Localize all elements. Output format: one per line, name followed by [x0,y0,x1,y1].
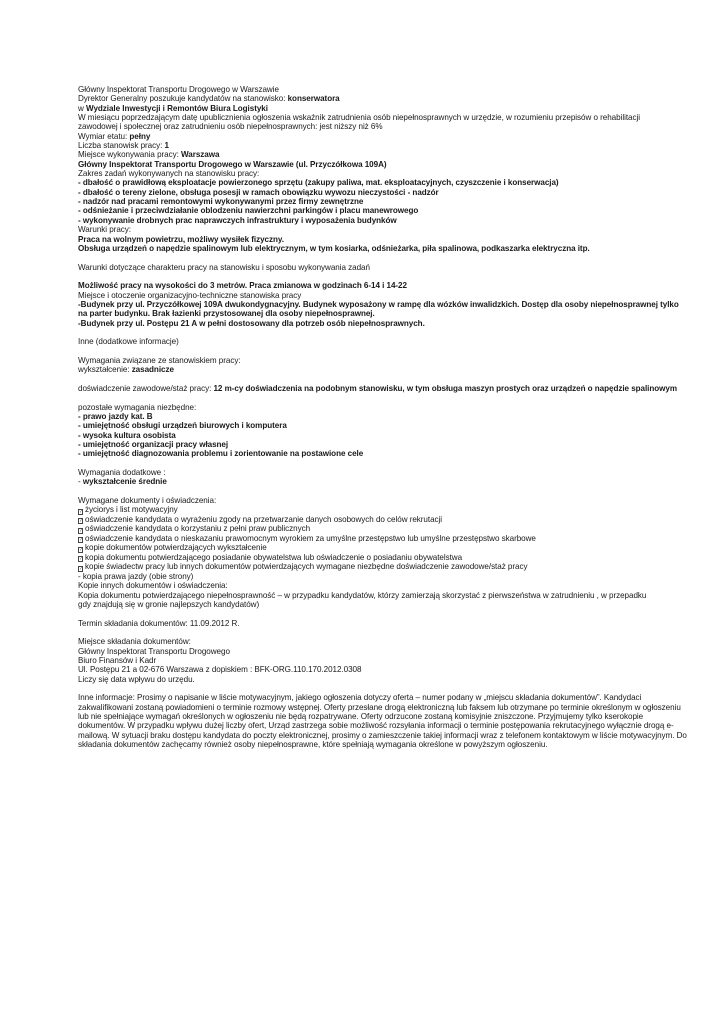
zadanie-item [78,197,690,206]
warunki-line-2 [78,244,690,253]
termin-line: Termin składania dokumentów: 11.09.2012 R. [78,618,240,628]
dokument-item [78,505,690,515]
wymiar-label: Wymiar etatu: [78,131,130,141]
pozostale-text: - umiejętność obsługi urządzeń biurowych i komputera [78,421,287,431]
warunki-line-1 [78,235,690,244]
dokument-text: kopie świadectw pracy lub innych dokumentów potwierdzających wymagane niezbędne doświadczenie zawodowe/staż pracy [85,562,528,572]
checkbox-icon: ? [79,508,82,515]
miejsce-skladania-line: Główny Inspektorat Transportu Drogowego [78,646,230,656]
dodatkowe-label: Wymagania dodatkowe : [78,468,166,478]
dokument-text: oświadczenie kandydata o nieskazaniu prawomocnym wyrokiem za umyślne przestępstwo lub umyślne przestępstwo skarbowe [85,533,536,543]
liczba-line [78,141,690,150]
dokument-item [78,553,690,563]
employment-rate-line-2: zawodowej i społecznej oraz zatrudnieniu osób niepełnosprawnych: jest niższy niż 6% [78,122,383,132]
zadania-label: Zakres zadań wykonywanych na stanowisku pracy: [78,169,260,179]
seek-line [78,94,690,103]
warunki-text-1: Praca na wolnym powietrzu, możliwy wysiłek fizyczny. [78,234,284,244]
otoczenie-label: Miejsce i otoczenie organizacyjno-techniczne stanowiska pracy [78,290,302,300]
zadanie-text: - wykonywanie drobnych prac naprawczych infrastruktury i wyposażenia budynków [78,215,397,225]
zadanie-text: - odśnieżanie i przeciwdziałanie oblodzeniu nawierzchni parkingów i placu manewrowego [78,206,419,216]
dokumenty-label: Wymagane dokumenty i oświadczenia: [78,496,217,506]
dokument-text: życiorys i list motywacyjny [85,505,178,515]
zadanie-item [78,188,690,197]
doswiadczenie-value: 12 m-cy doświadczenia na podobnym stanowisku, w tym obsługa maszyn prostych oraz urządzeń o napędzie spalinowym [213,384,678,393]
budynek2-text: -Budynek przy ul. Postępu 21 A w pełni dostosowany dla potrzeb osób niepełnosprawnych. [78,318,425,328]
wysokosc-line [78,281,690,290]
warunki-text-2: Obsługa urządzeń o napędzie spalinowym lub elektrycznym, w tym kosiarka, odśnieżarka, piła spalinowa, podkaszarka elektryczna itp. [78,243,590,253]
dokument-item [78,524,690,534]
kopie-innych-label: Kopie innych dokumentów i oświadczenia: [78,581,228,591]
wymagania-label: Wymagania związane ze stanowiskiem pracy: [78,355,241,365]
zadanie-text: - dbałość o tereny zielone, obsługa posesji w ramach obowiązku wywozu nieczystości - nadzór [78,187,439,197]
zadanie-text: - dbałość o prawidłową eksploatacje powierzonego sprzętu (zakupy paliwa, mat. eksploatacyjnych, czyszczenie i konserwacja) [78,178,559,188]
doswiadczenie-line [78,384,690,393]
wyksztalcenie-label: wykształcenie: [78,365,132,375]
wymiar-line [78,132,690,141]
checkbox-icon: ? [79,565,82,572]
seek-prefix: Dyrektor Generalny poszukuje kandydatów na stanowisko: [78,94,288,104]
pozostale-text: - umiejętność organizacji pracy własnej [78,440,229,450]
miejsce-label: Miejsce wykonywania pracy: [78,150,182,160]
miejsce-line [78,150,690,159]
checkbox-icon: ? [79,527,82,534]
pozostale-item [78,431,690,440]
position-title: konserwatora [287,94,340,104]
miejsce-skladania-label: Miejsce składania dokumentów: [78,637,191,647]
dokument-text: kopia dokumentu potwierdzającego posiadanie obywatelstwa lub oświadczenie o posiadaniu obywatelstwa [85,552,463,562]
dokument-item [78,534,690,544]
dokument-text: oświadczenie kandydata o wyrażeniu zgody na przetwarzanie danych osobowych do celów rekrutacji [85,514,443,524]
zadanie-item [78,178,690,187]
pozostale-text: - prawo jazdy kat. B [78,412,153,422]
pozostale-item [78,421,690,430]
charakter-label: Warunki dotyczące charakteru pracy na stanowisku i sposobu wykonywania zadań [78,262,370,272]
inne-label: Inne (dodatkowe informacje) [78,337,179,347]
budynek1-line-a [78,300,690,309]
warunki-label: Warunki pracy: [78,225,131,235]
dokument-item [78,543,690,553]
zadanie-text: - nadzór nad pracami remontowymi wykonywanymi przez firmy zewnętrzne [78,197,364,207]
department-name: Wydziale Inwestycji i Remontów Biura Logistyki [86,103,268,113]
budynek1-text-b: na parter budynku. Brak łazienki przystosowanej dla osoby niepełnosprawnej. [78,309,375,319]
wyksztalcenie-value: zasadnicze [131,365,174,375]
miejsce-skladania-line: Biuro Finansów i Kadr [78,656,157,666]
budynek2-line [78,319,690,328]
dodatkowe-line [78,477,690,486]
dokument-item [78,562,690,572]
checkbox-icon: ? [79,556,82,563]
miejsce-skladania-line: Liczy się data wpływu do urzędu. [78,674,195,684]
wysokosc-text: Możliwość pracy na wysokości do 3 metrów. Praca zmianowa w godzinach 6-14 i 14-22 [78,281,407,291]
wyksztalcenie-line [78,365,690,374]
checkbox-icon: ? [79,537,82,544]
miejsce-value: Warszawa [181,150,220,160]
department-line [78,104,690,113]
liczba-value: 1 [164,141,169,151]
job-announcement [78,85,690,750]
pozostale-item [78,449,690,458]
employment-rate-line-1: W miesiącu poprzedzającym datę upublicznienia ogłoszenia wskaźnik zatrudnienia osób niepełnosprawnych w urzędzie, w rozumieniu przepisów o rehabilitacji [78,113,640,123]
dokument-text: oświadczenie kandydata o korzystaniu z pełni praw publicznych [85,524,311,534]
zadanie-item [78,216,690,225]
kopia-np-line-a: Kopia dokumentu potwierdzającego niepełnosprawność – w przypadku kandydatów, którzy zamierzają skorzystać z pierwszeństwa w zatrudnieniu , w przepadku [78,590,647,600]
address-line [78,160,690,169]
prawo-jazdy-line: - kopia prawa jazdy (obie strony) [78,571,194,581]
checkbox-icon: ? [79,546,82,553]
pozostale-item [78,440,690,449]
kopia-np-line-b: gdy znajdują się w gronie najlepszych kandydatów) [78,600,260,609]
miejsce-skladania-line: Ul. Postępu 21 a 02-676 Warszawa z dopiskiem : BFK-ORG.110.170.2012.0308 [78,665,362,675]
dodatkowe-value: wykształcenie średnie [82,477,167,487]
checkbox-icon: ? [79,518,82,525]
address-bold: Główny Inspektorat Transportu Drogowego w Warszawie (ul. Przyczółkowa 109A) [78,159,387,169]
wymiar-value: pełny [129,131,151,141]
inne-informacje-paragraph: Inne informacje: Prosimy o napisanie w liście motywacyjnym, jakiego ogłoszenia dotyczy oferta – numer podany w „miejscu składania dokumentów”. Kandydaci zakwalifikowani zostaną powiadomieni o terminie rozmowy wstępnej. Oferty przesłane drogą elektroniczną lub faksem lub otrzymane po terminie określonym w ogłoszeniu lub nie spełniające wymagań określonych w ogłoszeniu nie będą rozpatrywane. Oferty odrzucone zostaną komisyjnie zniszczone. Przyjmujemy tylko kserokopie dokumentów. W przypadku wpływu dużej liczby ofert, Urząd zastrzega sobie możliwość rozsyłania informacji o terminie postępowania rekrutacyjnego wyłącznie drogą e-mailową. W sytuacji braku dostępu kandydata do poczty elektronicznej, prosimy o zamieszczenie takiej informacji wraz z telefonem kontaktowym w liście motywacyjnym. Do składania dokumentów zachęcamy również osoby niepełnosprawne, które spełniają wymagania określone w powyższym ogłoszeniu. [78,693,687,750]
dokument-text: kopie dokumentów potwierdzających wykształcenie [85,543,267,553]
dokument-item [78,515,690,525]
dodatkowe-prefix: - [78,477,83,487]
zadanie-item [78,206,690,215]
liczba-label: Liczba stanowisk pracy: [78,141,165,151]
budynek1-line-b [78,309,690,318]
pozostale-text: - umiejętność diagnozowania problemu i zorientowanie na postawione cele [78,449,364,459]
pozostale-label: pozostałe wymagania niezbędne: [78,402,197,412]
pozostale-item [78,412,690,421]
org-name: Główny Inspektorat Transportu Drogowego w Warszawie [78,85,279,94]
department-prefix: w [78,103,86,113]
doswiadczenie-label: doświadczenie zawodowe/staż pracy: [78,384,214,393]
pozostale-text: - wysoka kultura osobista [78,430,176,440]
budynek1-text-a: -Budynek przy ul. Przyczółkowej 109A dwukondygnacyjny. Budynek wyposażony w rampę dla wózków inwalidzkich. Dostęp dla osoby niepełnosprawnej tylko [78,299,679,309]
